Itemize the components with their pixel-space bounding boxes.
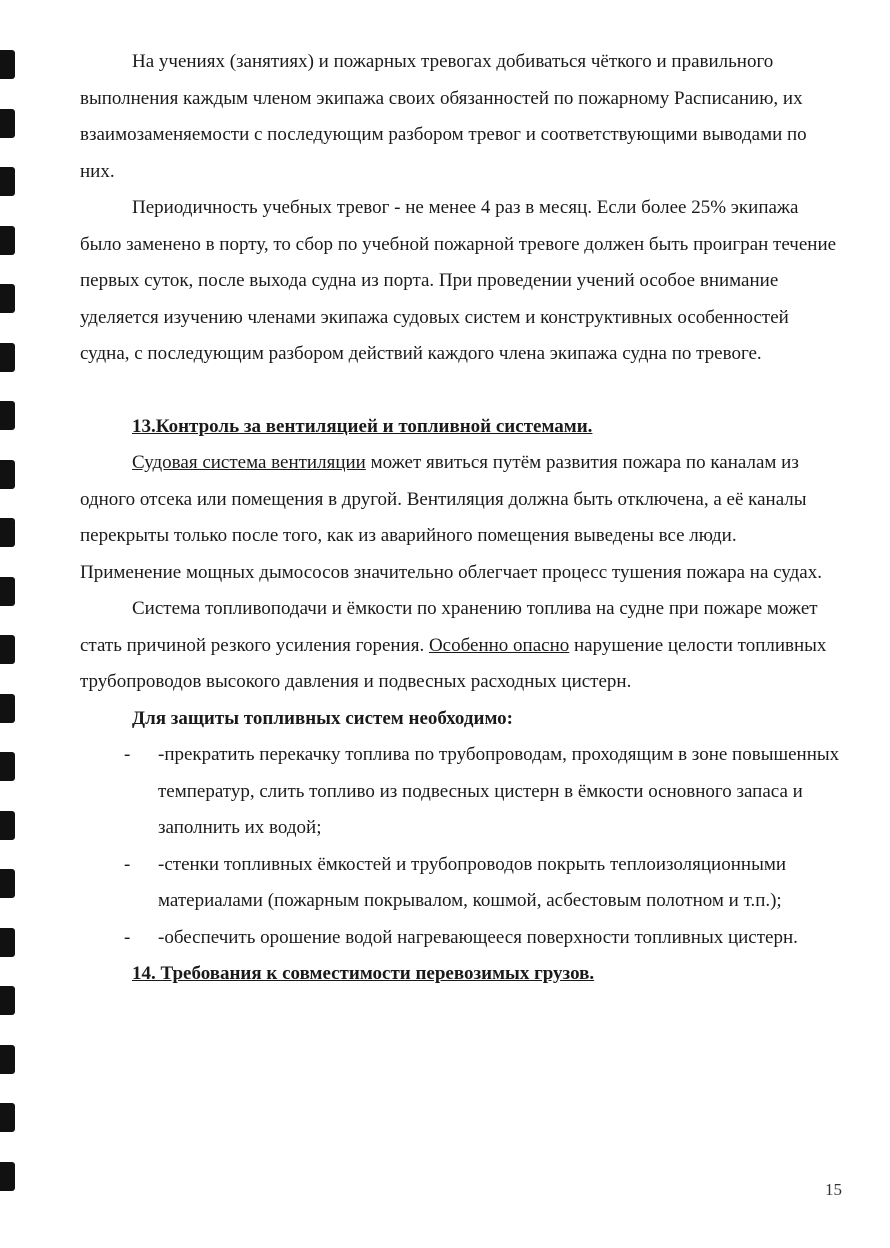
bullet-dash: - [124, 926, 131, 948]
paragraph-drills: На учениях (занятиях) и пожарных тревогах добиваться чёткого и правильного выполнения каждым членом экипажа своих обязанностей по пожарному Расписанию, их взаимозаменяемости с последующим разбором тревог и соответствующими выводами по них. [80, 51, 807, 182]
paragraph-drill-frequency: Периодичность учебных тревог - не менее 4 раз в месяц. Если более 25% экипажа было заменено в порту, то сбор по учебной пожарной тревоге должен быть проигран течение первых суток, после выхода судна из порта. При проведении учений особое внимание уделяется изучению членами экипажа судовых систем и конструктивных особенностей судна, с последующим разбором действий каждого члена экипажа судна по тревоге. [80, 197, 837, 364]
binding-hole [0, 811, 15, 840]
page-number: 15 [825, 1180, 842, 1199]
fuel-protection-list [80, 737, 842, 956]
section-13-heading-text: 13.Контроль за вентиляцией и топливной системами. [132, 415, 593, 437]
binding-hole [0, 167, 15, 196]
list-item-text: -прекратить перекачку топлива по трубопроводам, проходящим в зоне повышенных температур, слить топливо из подвесных цистерн в ёмкости основного запаса и заполнить их водой; [158, 744, 840, 838]
bullet-dash: - [124, 853, 131, 875]
binding-hole [0, 1103, 15, 1132]
document-page [80, 44, 842, 993]
fuel-text-end: нарушение целости топливных трубопроводов высокого давления и подвесных расходных цистерн. [80, 634, 827, 692]
binding-hole [0, 694, 15, 723]
section-14-heading: 14. Требования к совместимости перевозимых грузов. [132, 963, 595, 984]
list-item [80, 737, 842, 847]
binding-hole [0, 986, 15, 1015]
list-item [80, 920, 842, 957]
bullet-dash: - [124, 744, 131, 765]
paragraph-ventilation [80, 445, 842, 591]
binding-hole [0, 928, 15, 957]
paragraph-fuel-system [80, 591, 842, 701]
binding-hole [0, 109, 15, 138]
binding-hole [0, 343, 15, 372]
binding-hole [0, 284, 15, 313]
binding-hole [0, 50, 15, 79]
ventilation-underlined-phrase: Судовая система вентиляции [132, 452, 366, 473]
binding-hole [0, 635, 15, 664]
ventilation-text: может явиться путём развития пожара по каналам из одного отсека или помещения в другой. Вентиляция должна быть отключена, а её каналы перекрыты только после того, как из аварийного помещения выведены все люди. Применение мощных дымососов значительно облегчает процесс тушения пожара на судах. [80, 452, 822, 583]
binding-hole [0, 1045, 15, 1074]
list-item-text: -обеспечить орошение водой нагревающееся поверхности топливных цистерн. [158, 926, 798, 948]
binding-hole [0, 518, 15, 547]
spacer [80, 373, 842, 409]
binding-hole [0, 1162, 15, 1191]
list-item [80, 847, 842, 920]
fuel-underlined-phrase: Особенно опасно [428, 634, 570, 656]
binding-hole [0, 460, 15, 489]
section-13-heading [132, 409, 842, 446]
spiral-binding [0, 0, 22, 1248]
binding-hole [0, 226, 15, 255]
fuel-protection-subheading: Для защиты топливных систем необходимо: [132, 707, 513, 729]
binding-hole [0, 752, 15, 781]
binding-hole [0, 577, 15, 606]
binding-hole [0, 869, 15, 898]
fuel-text-start: Система топливоподачи и ёмкости по хранению топлива на судне при пожаре может стать причиной резкого усиления горения. [80, 598, 818, 656]
list-item-text: -стенки топливных ёмкостей и трубопроводов покрыть теплоизоляционными материалами (пожарным покрывалом, кошмой, асбестовым полотном и т.п.); [158, 853, 787, 911]
binding-hole [0, 401, 15, 430]
